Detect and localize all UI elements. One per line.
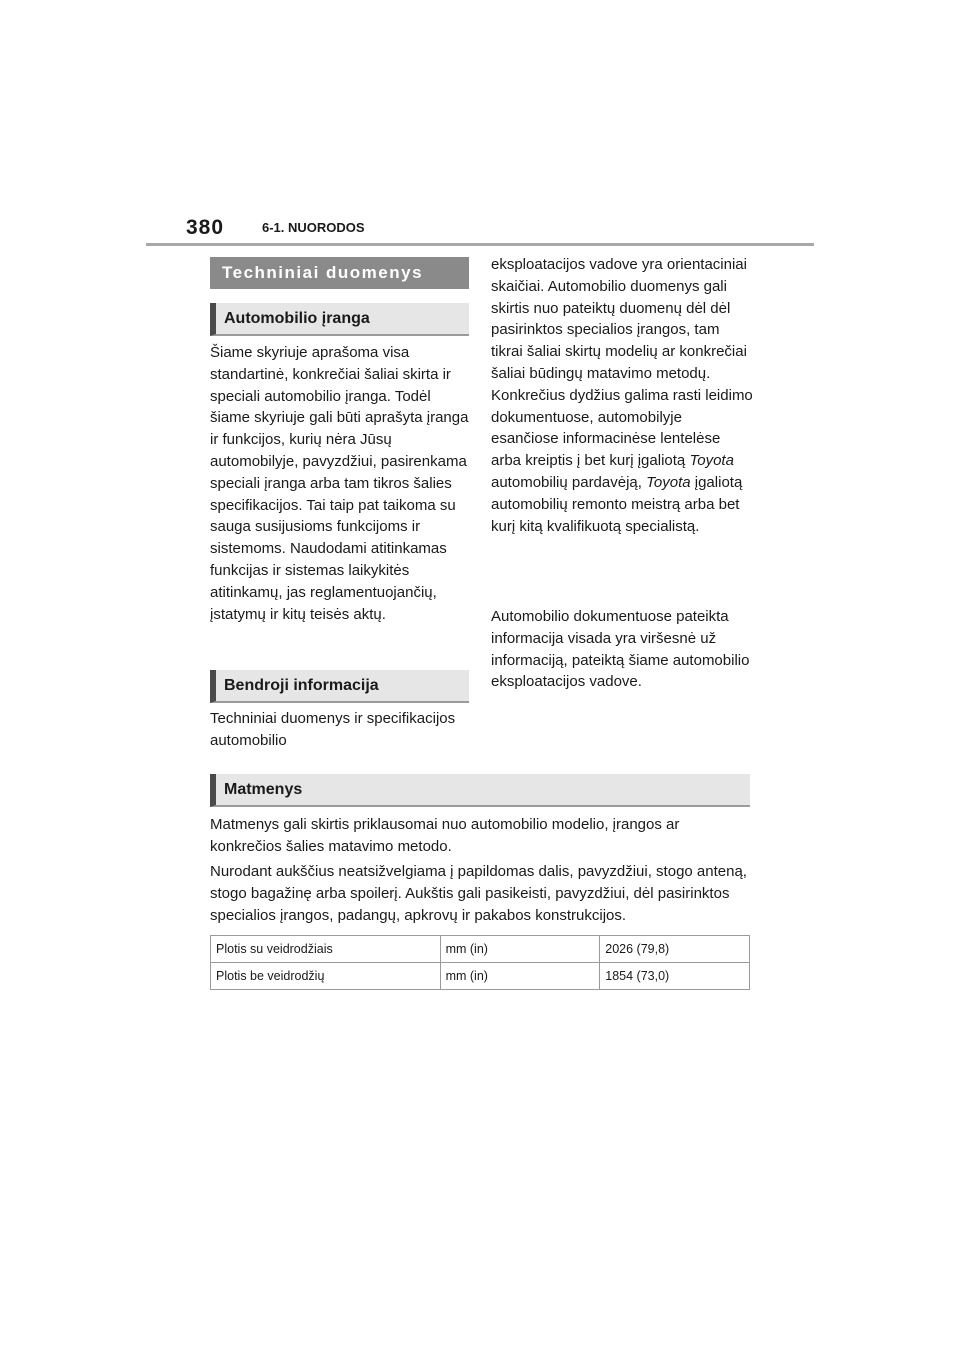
subheading-dimensions: Matmenys [210,774,750,807]
table-cell-unit: mm (in) [440,963,600,990]
subheading-equipment: Automobilio įranga [210,303,469,336]
dimensions-table [210,935,750,990]
chapter-title: 6-1. NUORODOS [262,220,365,235]
general-text-part: automobilių pardavėją, [491,473,647,491]
table-cell-label: Plotis su veidrodžiais [211,936,441,963]
dimensions-paragraph-1: Matmenys gali skirtis priklausomai nuo automobilio modelio, įrangos ar konkrečios šalies matavimo metodo. [210,816,680,855]
dimensions-paragraph-2: Nurodant aukščius neatsižvelgiama į papildomas dalis, pavyzdžiui, stogo anteną, stogo bagažinę arba spoilerį. Aukštis gali pasikeisti, pavyzdžiui, dėl pasirinktos specialios įrangos, padangų, apkrovų ir pakabos konstrukcijos. [210,863,747,924]
header-divider [146,243,814,246]
general-paragraph-continued [491,254,753,537]
table-cell-value: 1854 (73,0) [600,963,750,990]
section-title: Techniniai duomenys [210,257,469,289]
brand-name: Toyota [689,452,734,470]
table-cell-value: 2026 (79,8) [600,936,750,963]
brand-name: Toyota [646,473,691,491]
table-row [211,963,750,990]
table-cell-unit: mm (in) [440,936,600,963]
equipment-paragraph: Šiame skyriuje aprašoma visa standartinė, konkrečiai šaliai skirta ir speciali automobilio įranga. Todėl šiame skyriuje gali būti aprašyta įranga ir funkcijos, kurių nėra Jūsų automobilyje, pavyzdžiui, pasirenkama speciali įranga arba tam tikros šalies specifikacijos. Tai taip pat taikoma su sauga susijusioms funkcijoms ir sistemoms. Naudodami atitinkamas funkcijas ir sistemas laikykitės atitinkamų, jas reglamentuojančių, įstatymų ir kitų teisės aktų. [210,344,469,623]
table-row [211,936,750,963]
table-cell-label: Plotis be veidrodžių [211,963,441,990]
general-paragraph-second: Automobilio dokumentuose pateikta informacija visada yra viršesnė už informaciją, pateiktą šiame automobilio eksploatacijos vadove. [491,608,750,691]
general-text-part: eksploatacijos vadove yra orientaciniai skaičiai. Automobilio duomenys gali skirtis nuo pateiktų duomenų dėl dėl pasirinktos specialios įrangos, tam tikrai šaliai skirtų modelių ar konkrečiai šaliai būdingų matavimo metodų. Konkrečius dydžius galima rasti leidimo dokumentuose, automobilyje esančiose informacinėse lentelėse arba kreiptis į bet kurį įgaliotą [491,256,753,470]
subheading-general: Bendroji informacija [210,670,469,703]
general-paragraph-start: Techniniai duomenys ir specifikacijos automobilio [210,710,456,749]
general-text-part: įgaliotą automobilių remonto meistrą arba bet kurį kitą kvalifikuotą specialistą. [491,473,743,535]
page-number: 380 [186,216,225,239]
